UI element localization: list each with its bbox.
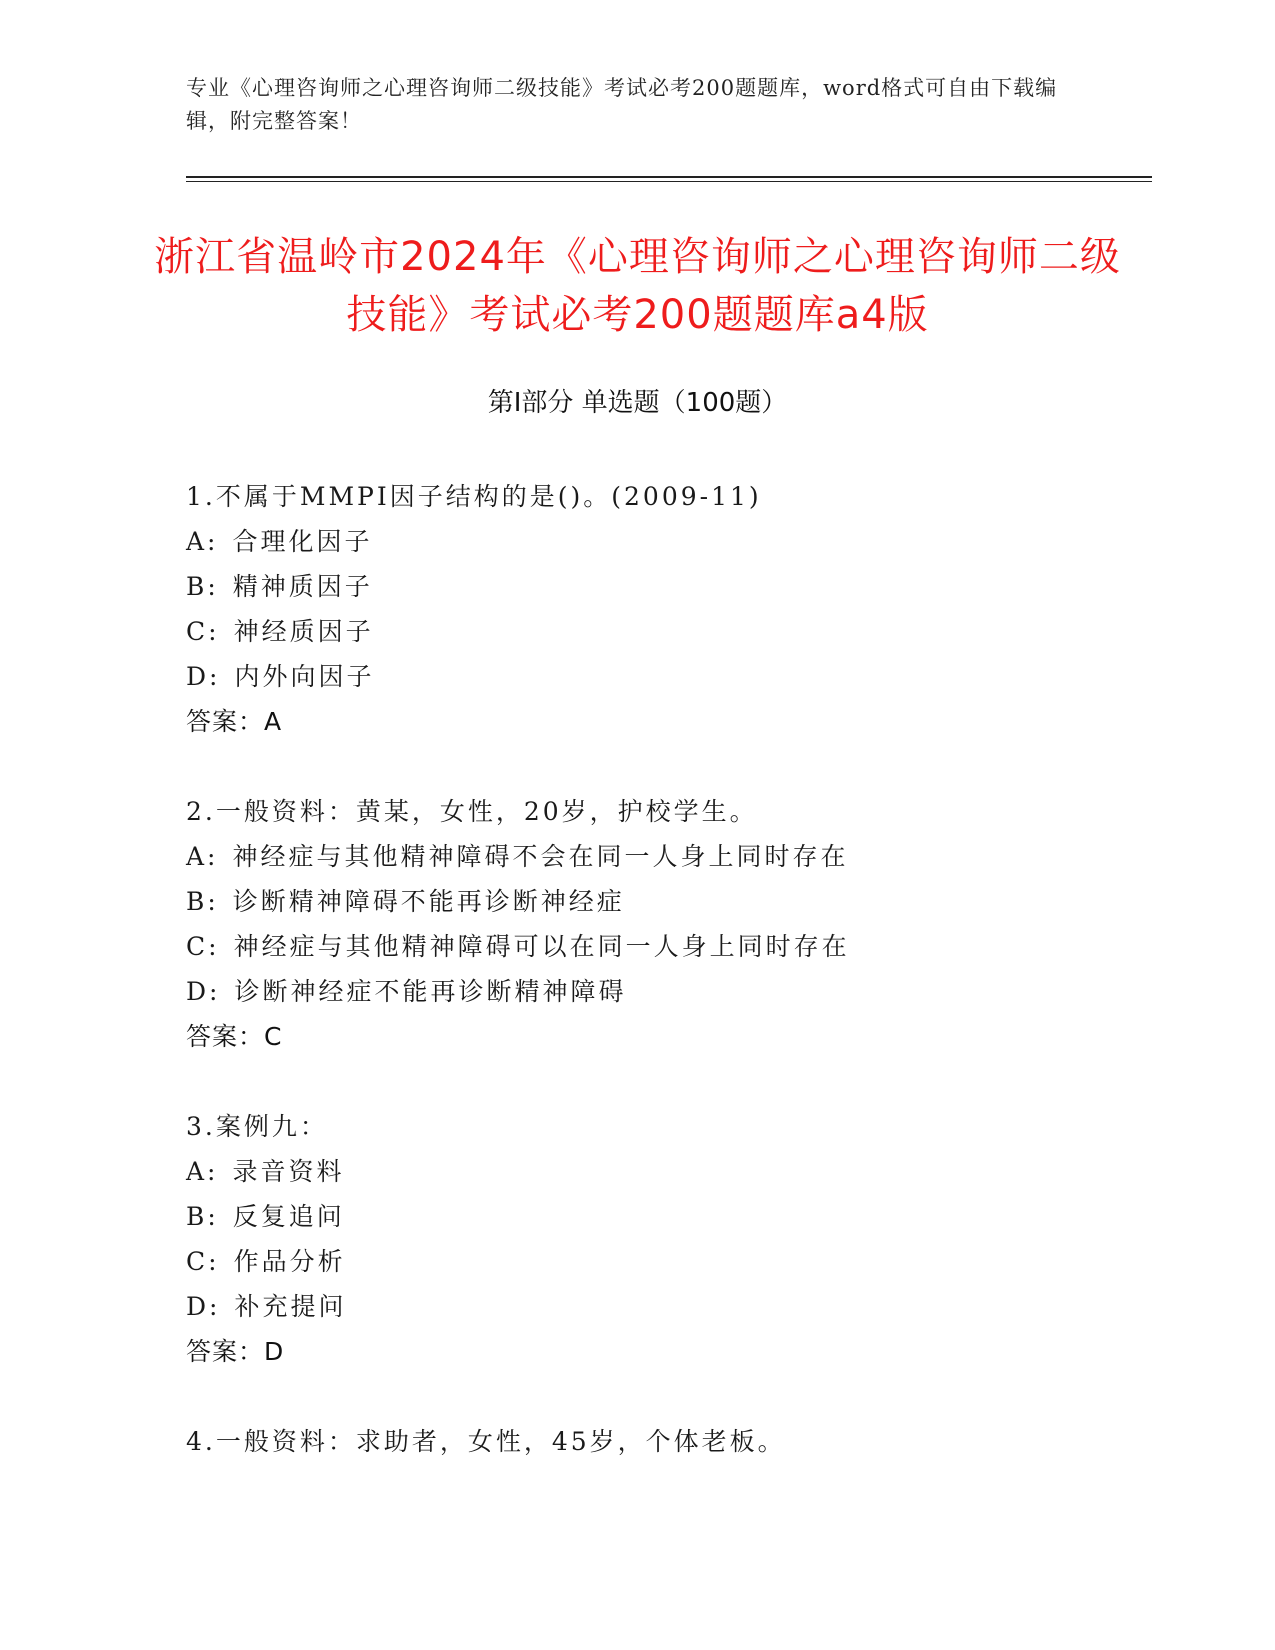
option-a — [186, 834, 1146, 879]
question-4 — [186, 1419, 1146, 1464]
question-2 — [186, 789, 1146, 1059]
option-c — [186, 609, 1146, 654]
option-letter: A: — [186, 1157, 219, 1186]
option-letter: D: — [186, 662, 221, 691]
option-d — [186, 654, 1146, 699]
question-1 — [186, 474, 1146, 744]
option-text: 录音资料 — [232, 1157, 345, 1186]
document-title: 浙江省温岭市2024年《心理咨询师之心理咨询师二级技能》考试必考200题题库a4版 — [154, 234, 1121, 338]
option-d — [186, 969, 1146, 1014]
option-letter: B: — [186, 887, 219, 916]
option-text: 精神质因子 — [232, 572, 373, 601]
option-d — [186, 1284, 1146, 1329]
option-text: 作品分析 — [233, 1247, 346, 1276]
option-letter: B: — [186, 572, 219, 601]
header-divider-thin — [186, 181, 1152, 182]
option-a — [186, 519, 1146, 564]
option-letter: C: — [186, 1247, 220, 1276]
question-stem: 3.案例九： — [186, 1112, 328, 1141]
question-stem: 2.一般资料：黄某，女性，20岁，护校学生。 — [186, 797, 758, 826]
option-c — [186, 1239, 1146, 1284]
answer-line: 答案：D — [186, 1337, 285, 1366]
option-letter: B: — [186, 1202, 219, 1231]
section-title: 第I部分 单选题（100题） — [487, 388, 788, 418]
option-text: 反复追问 — [232, 1202, 345, 1231]
option-letter: D: — [186, 977, 221, 1006]
header-divider-thick — [186, 176, 1152, 178]
option-text: 补充提问 — [234, 1292, 347, 1321]
answer-line: 答案：A — [186, 707, 283, 736]
option-text: 神经症与其他精神障碍可以在同一人身上同时存在 — [233, 932, 850, 961]
option-text: 神经质因子 — [233, 617, 374, 646]
option-letter: C: — [186, 617, 220, 646]
option-text: 诊断精神障碍不能再诊断神经症 — [232, 887, 625, 916]
option-text: 诊断神经症不能再诊断精神障碍 — [234, 977, 627, 1006]
option-text: 合理化因子 — [232, 527, 373, 556]
option-b — [186, 564, 1146, 609]
option-text: 神经症与其他精神障碍不会在同一人身上同时存在 — [232, 842, 849, 871]
header-note: 专业《心理咨询师之心理咨询师二级技能》考试必考200题题库，word格式可自由下载编辑，附完整答案！ — [186, 76, 1058, 133]
option-text: 内外向因子 — [234, 662, 375, 691]
option-letter: A: — [186, 842, 219, 871]
option-letter: D: — [186, 1292, 221, 1321]
question-3 — [186, 1104, 1146, 1374]
option-a — [186, 1149, 1146, 1194]
option-letter: A: — [186, 527, 219, 556]
option-b — [186, 879, 1146, 924]
option-b — [186, 1194, 1146, 1239]
question-stem: 1.不属于MMPI因子结构的是()。(2009-11) — [186, 482, 762, 511]
option-c — [186, 924, 1146, 969]
question-list — [186, 474, 1146, 1509]
option-letter: C: — [186, 932, 220, 961]
question-stem: 4.一般资料：求助者，女性，45岁，个体老板。 — [186, 1427, 786, 1456]
answer-line: 答案：C — [186, 1022, 283, 1051]
